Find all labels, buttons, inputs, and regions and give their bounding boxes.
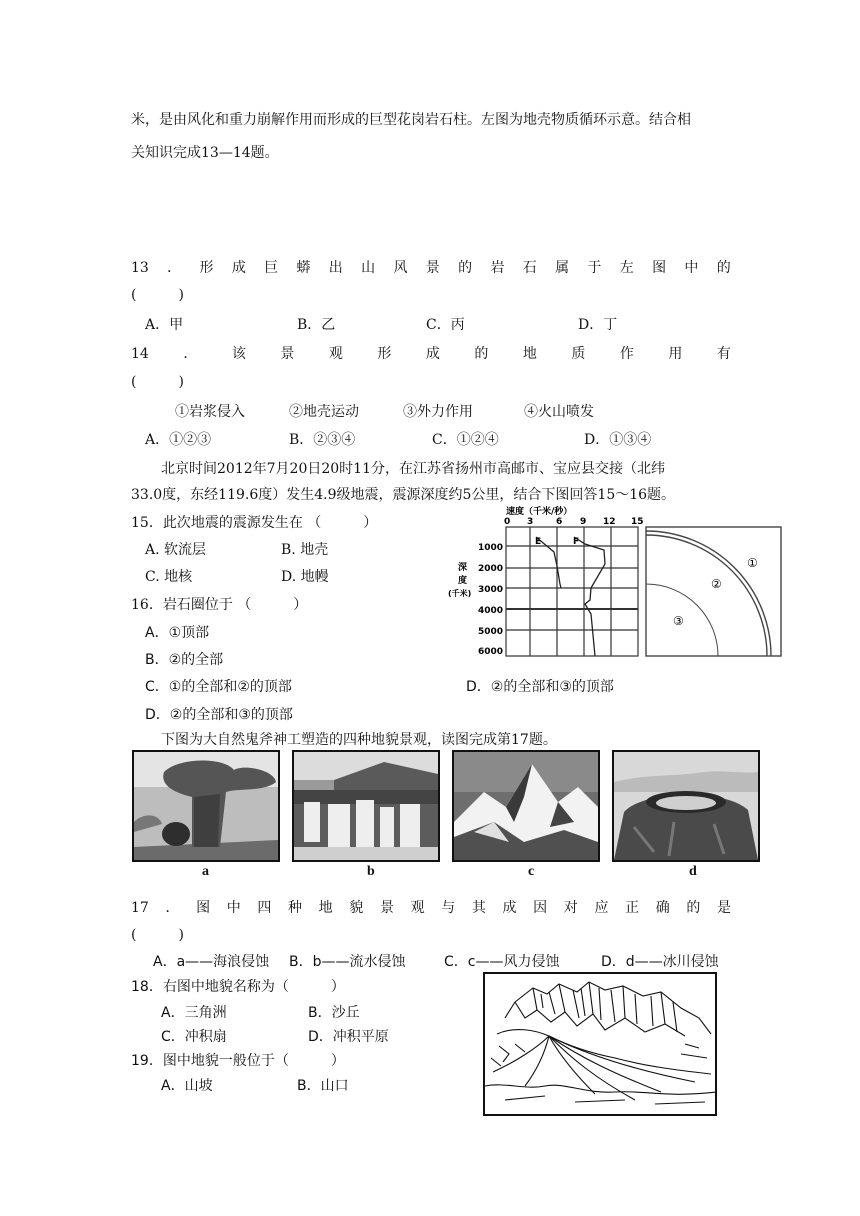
y-tick-4000: 4000 bbox=[478, 606, 504, 616]
q17-char: 正 bbox=[625, 900, 640, 916]
q14-item-1: ①岩浆侵入 bbox=[175, 404, 245, 420]
q13-stem bbox=[131, 261, 731, 275]
q16-option-b[interactable]: B．②的全部 bbox=[145, 652, 224, 668]
photo-caption-c: c bbox=[528, 864, 535, 879]
seismic-diagram bbox=[448, 504, 784, 658]
y-tick-6000: 6000 bbox=[478, 647, 504, 657]
x-tick-12: 12 bbox=[603, 517, 616, 527]
q14-char: 作 bbox=[619, 346, 634, 362]
q14-blank: ( ) bbox=[131, 374, 184, 390]
q13-char: 的 bbox=[458, 260, 473, 276]
q13-char: 的 bbox=[716, 260, 731, 276]
q14-char: 景 bbox=[280, 346, 295, 362]
snow-mountain-photo bbox=[452, 750, 600, 862]
q15-option-d[interactable]: D. 地幔 bbox=[281, 569, 329, 585]
q14-char: ． bbox=[183, 346, 198, 362]
intro-line-2: 关知识完成13—14题。 bbox=[131, 145, 279, 161]
y-label-2: 度 bbox=[458, 576, 468, 586]
q15-option-b[interactable]: B. 地壳 bbox=[281, 542, 329, 558]
q13-char: 13 bbox=[131, 260, 149, 276]
q16-option-c[interactable]: C．①的全部和②的顶部 bbox=[145, 679, 292, 695]
q18-stem: 18．右图中地貌名称为（ ） bbox=[131, 979, 345, 995]
q13-char: 于 bbox=[587, 260, 602, 276]
photo-caption-d: d bbox=[689, 864, 697, 879]
q17-option-b[interactable]: B．b——流水侵蚀 bbox=[289, 954, 406, 970]
earth-layers bbox=[646, 527, 781, 656]
q13-option-a[interactable]: A．甲 bbox=[145, 317, 184, 333]
q17-char: 图 bbox=[196, 900, 211, 916]
q17-char: 17 bbox=[131, 900, 149, 916]
landform-intro: 下图为大自然鬼斧神工塑造的四种地貌景观，读图完成第17题。 bbox=[161, 732, 557, 748]
q18-option-b[interactable]: B．沙丘 bbox=[308, 1005, 360, 1021]
q17-char: 种 bbox=[288, 900, 303, 916]
q17-char: 对 bbox=[563, 900, 578, 916]
q13-char: ． bbox=[167, 260, 182, 276]
q19-option-a[interactable]: A．山坡 bbox=[161, 1078, 213, 1094]
q18-option-c[interactable]: C．冲积扇 bbox=[161, 1029, 227, 1045]
wave-label-f: F bbox=[573, 537, 580, 547]
photo-caption-b: b bbox=[367, 864, 375, 879]
q17-char: 成 bbox=[502, 900, 517, 916]
q13-char: 左 bbox=[619, 260, 634, 276]
x-tick-15: 15 bbox=[631, 517, 644, 527]
q13-char: 巨 bbox=[264, 260, 279, 276]
y-tick-1000: 1000 bbox=[478, 543, 504, 553]
q14-option-a[interactable]: A．①②③ bbox=[145, 432, 212, 448]
q13-char: 中 bbox=[684, 260, 699, 276]
wave-label-e: E bbox=[535, 537, 542, 547]
q16-option-a[interactable]: A．①顶部 bbox=[145, 625, 210, 641]
q17-char: 确 bbox=[655, 900, 670, 916]
q13-option-b[interactable]: B．乙 bbox=[297, 317, 336, 333]
layer-label-2: ② bbox=[711, 577, 722, 591]
q16-option-d-right[interactable]: D．②的全部和③的顶部 bbox=[466, 679, 614, 695]
q14-char: 观 bbox=[328, 346, 343, 362]
q13-char: 景 bbox=[425, 260, 440, 276]
q13-char: 图 bbox=[652, 260, 667, 276]
q13-char: 属 bbox=[555, 260, 570, 276]
q14-char: 该 bbox=[231, 346, 246, 362]
y-label-1: 深 bbox=[458, 563, 468, 573]
seismic-chart-title: 速度（千米/秒） bbox=[506, 507, 573, 517]
q14-item-2: ②地壳运动 bbox=[289, 404, 359, 420]
quake-line-2: 33.0度，东经119.6度）发生4.9级地震，震源深度约5公里，结合下图回答15～16题。 bbox=[131, 487, 676, 503]
q14-char: 地 bbox=[522, 346, 537, 362]
q14-char: 形 bbox=[377, 346, 392, 362]
q14-option-b[interactable]: B．②③④ bbox=[289, 432, 356, 448]
q13-char: 出 bbox=[328, 260, 343, 276]
q15-stem: 15．此次地震的震源发生在 （ ） bbox=[131, 515, 378, 531]
x-tick-3: 3 bbox=[527, 517, 534, 527]
q17-option-a[interactable]: A．a——海浪侵蚀 bbox=[153, 954, 270, 970]
q15-option-c[interactable]: C. 地核 bbox=[145, 569, 193, 585]
q13-char: 山 bbox=[361, 260, 376, 276]
q17-char: 与 bbox=[441, 900, 456, 916]
q13-char: 成 bbox=[231, 260, 246, 276]
q17-char: 应 bbox=[594, 900, 609, 916]
y-tick-3000: 3000 bbox=[478, 585, 504, 595]
q17-char: 貌 bbox=[349, 900, 364, 916]
wave-curve-f bbox=[574, 537, 605, 656]
q17-char: 观 bbox=[410, 900, 425, 916]
q17-char: 因 bbox=[533, 900, 548, 916]
photo-caption-a: a bbox=[202, 864, 209, 879]
q18-option-d[interactable]: D．冲积平原 bbox=[308, 1029, 389, 1045]
volcano-crater-photo bbox=[612, 750, 760, 862]
q14-char: 用 bbox=[668, 346, 683, 362]
q14-stem bbox=[131, 347, 731, 361]
y-label-3: (千米) bbox=[448, 589, 472, 598]
q14-char: 的 bbox=[474, 346, 489, 362]
q14-char: 14 bbox=[131, 346, 149, 362]
q14-char: 质 bbox=[571, 346, 586, 362]
q19-option-b[interactable]: B．山口 bbox=[297, 1078, 349, 1094]
q13-char: 岩 bbox=[490, 260, 505, 276]
q13-option-d[interactable]: D．丁 bbox=[578, 317, 618, 333]
q17-char: 的 bbox=[686, 900, 701, 916]
q17-option-d[interactable]: D．d——冰川侵蚀 bbox=[601, 954, 719, 970]
q16-blank: （ ） bbox=[237, 597, 308, 613]
q17-char: 地 bbox=[318, 900, 333, 916]
alluvial-fan-sketch bbox=[483, 972, 717, 1116]
q15-blank: （ ） bbox=[307, 515, 378, 531]
q13-char: 风 bbox=[393, 260, 408, 276]
q13-option-c[interactable]: C．丙 bbox=[426, 317, 465, 333]
x-tick-0: 0 bbox=[504, 517, 511, 527]
q19-stem: 19．图中地貌一般位于（ ） bbox=[131, 1053, 345, 1069]
mushroom-rock-photo bbox=[132, 750, 280, 862]
quake-line-1: 北京时间2012年7月20日20时11分，在江苏省扬州市高邮市、宝应县交接（北纬 bbox=[161, 461, 665, 477]
q13-char: 蟒 bbox=[296, 260, 311, 276]
q18-option-a[interactable]: A．三角洲 bbox=[161, 1005, 227, 1021]
q17-stem bbox=[131, 901, 731, 915]
waterfall-photo bbox=[292, 750, 440, 862]
q15-option-a[interactable]: A. 软流层 bbox=[145, 542, 207, 558]
q13-blank: ( ) bbox=[131, 287, 184, 303]
q17-char: 其 bbox=[471, 900, 486, 916]
q14-option-c[interactable]: C．①②④ bbox=[432, 432, 499, 448]
q17-char: ． bbox=[165, 900, 180, 916]
y-tick-5000: 5000 bbox=[478, 627, 504, 637]
layer-label-3: ③ bbox=[673, 614, 684, 628]
x-tick-9: 9 bbox=[580, 517, 587, 527]
q16-stem: 16．岩石圈位于 （ ） bbox=[131, 597, 308, 613]
q14-char: 成 bbox=[425, 346, 440, 362]
q17-blank: ( ) bbox=[131, 927, 184, 943]
q13-char: 石 bbox=[522, 260, 537, 276]
q14-option-d[interactable]: D．①③④ bbox=[584, 432, 652, 448]
chart-grid bbox=[506, 527, 638, 656]
layer-label-1: ① bbox=[747, 556, 758, 570]
q16-option-d-left[interactable]: D．②的全部和③的顶部 bbox=[145, 707, 293, 723]
q17-option-c[interactable]: C．c——风力侵蚀 bbox=[444, 954, 560, 970]
q17-char: 四 bbox=[257, 900, 272, 916]
q17-char: 是 bbox=[717, 900, 731, 916]
q17-char: 中 bbox=[226, 900, 241, 916]
q17-char: 景 bbox=[379, 900, 394, 916]
q13-char: 形 bbox=[199, 260, 214, 276]
y-tick-2000: 2000 bbox=[478, 564, 504, 574]
intro-line-1: 米，是由风化和重力崩解作用而形成的巨型花岗岩石柱。左图为地壳物质循环示意。结合相 bbox=[131, 112, 691, 128]
q14-item-4: ④火山喷发 bbox=[524, 404, 594, 420]
q14-char: 有 bbox=[716, 346, 731, 362]
q14-item-3: ③外力作用 bbox=[403, 404, 473, 420]
x-tick-6: 6 bbox=[556, 517, 563, 527]
